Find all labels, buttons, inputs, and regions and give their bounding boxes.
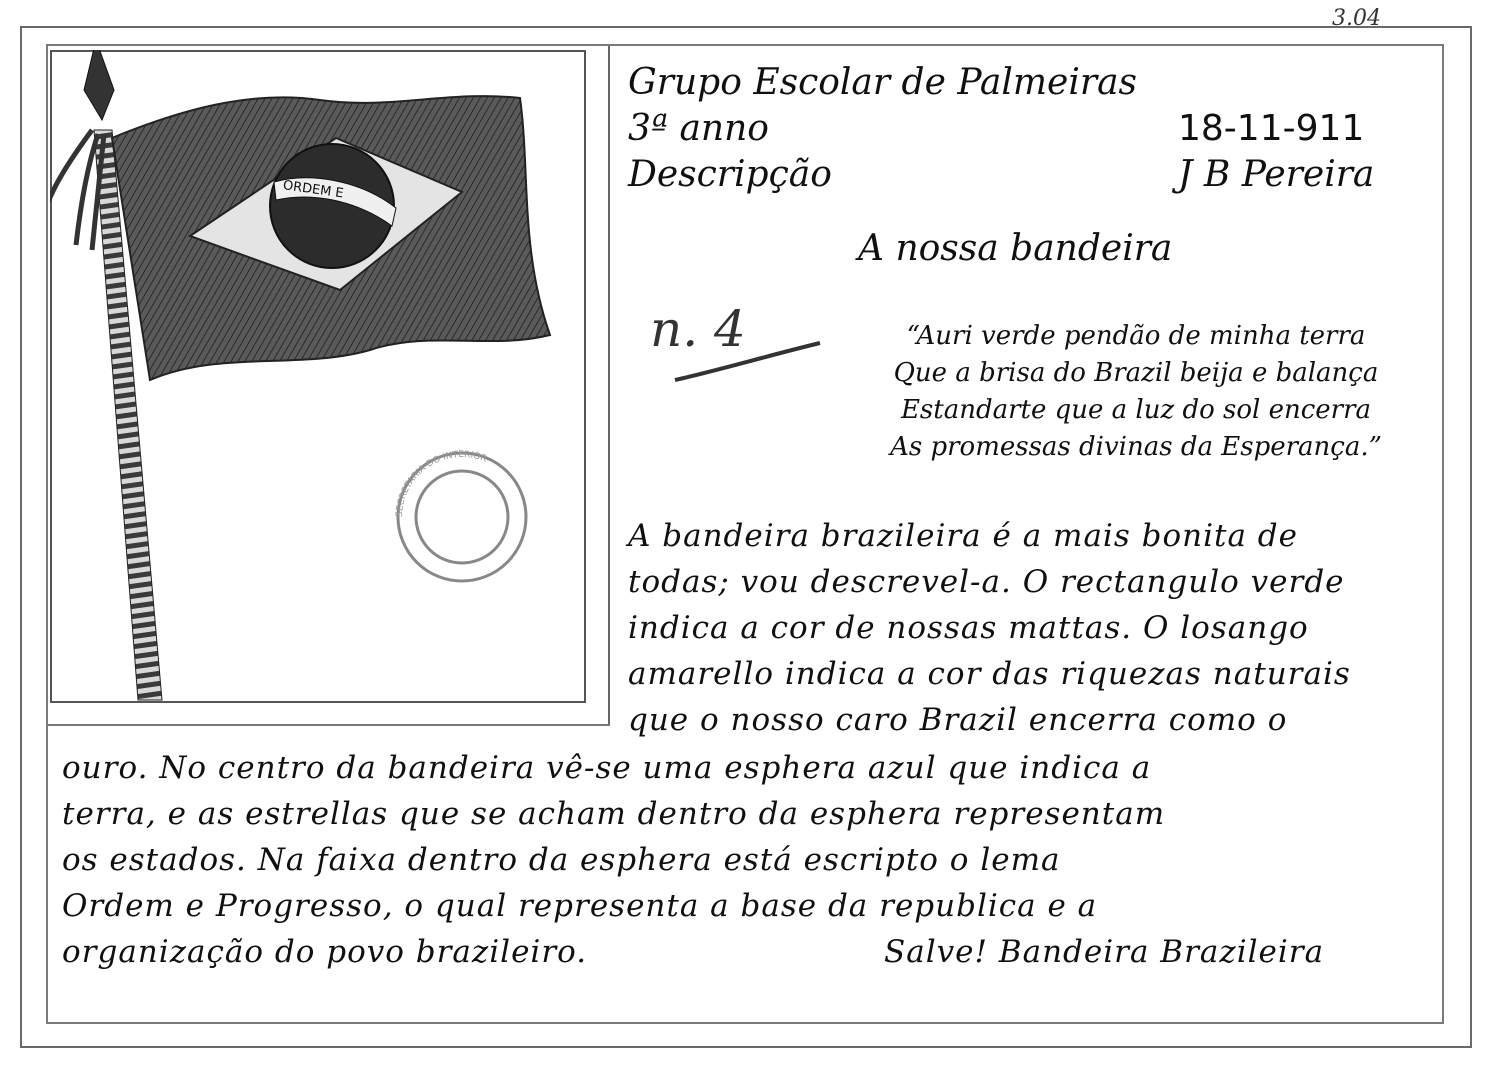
document-type: Descripção — [628, 154, 832, 195]
stamp-text: SECRETARIA DO INTERIOR — [394, 449, 489, 518]
flag-tassel — [50, 130, 104, 250]
margin-mark-underline — [670, 335, 830, 385]
body-line: A bandeira brazileira é a mais bonita de — [628, 518, 1298, 554]
poem-line: Estandarte que a luz do sol encerra — [900, 395, 1372, 425]
picture-bottom-rule — [48, 724, 610, 726]
body-line: ouro. No centro da bandeira vê-se uma esphera azul que indica a — [62, 750, 1152, 786]
body-line: organização do povo brazileiro. — [62, 934, 588, 970]
essay-title: A nossa bandeira — [858, 228, 1173, 269]
svg-text:SECRETARIA DO INTERIOR — [395, 450, 488, 517]
stamp-inner — [416, 471, 508, 563]
school-name: Grupo Escolar de Palmeiras — [628, 62, 1138, 103]
poem-line: Que a brisa do Brazil beija e balança — [893, 358, 1379, 388]
poem-block — [836, 318, 1436, 466]
body-line: que o nosso caro Brazil encerra como o — [628, 702, 1288, 738]
margin-mark: n. 4 — [650, 300, 746, 358]
body-line: todas; vou descrevel-a. O rectangulo verde — [628, 564, 1345, 600]
body-line: amarello indica a cor das riquezas naturais — [628, 656, 1351, 692]
poem-line: As promessas divinas da Esperança.” — [890, 432, 1382, 462]
grade: 3ª anno — [628, 108, 769, 149]
flag-drawing — [50, 50, 586, 703]
pole-finial — [84, 50, 114, 120]
column-rule — [608, 46, 610, 726]
body-line: Ordem e Progresso, o qual representa a base da republica e a — [62, 888, 1098, 924]
body-line: indica a cor de nossas mattas. O losango — [628, 610, 1309, 646]
closing-line: Salve! Bandeira Brazileira — [884, 934, 1325, 970]
reference-number: 3.04 — [1332, 6, 1381, 31]
body-line: terra, e as estrellas que se acham dentro da esphera representam — [62, 796, 1166, 832]
body-line: os estados. Na faixa dentro da esphera está escripto o lema — [62, 842, 1061, 878]
poem-line: “Auri verde pendão de minha terra — [906, 321, 1366, 351]
date: 18-11-911 — [1178, 108, 1365, 149]
author: J B Pereira — [1178, 154, 1375, 195]
flag-motto: ORDEM E — [281, 178, 345, 202]
